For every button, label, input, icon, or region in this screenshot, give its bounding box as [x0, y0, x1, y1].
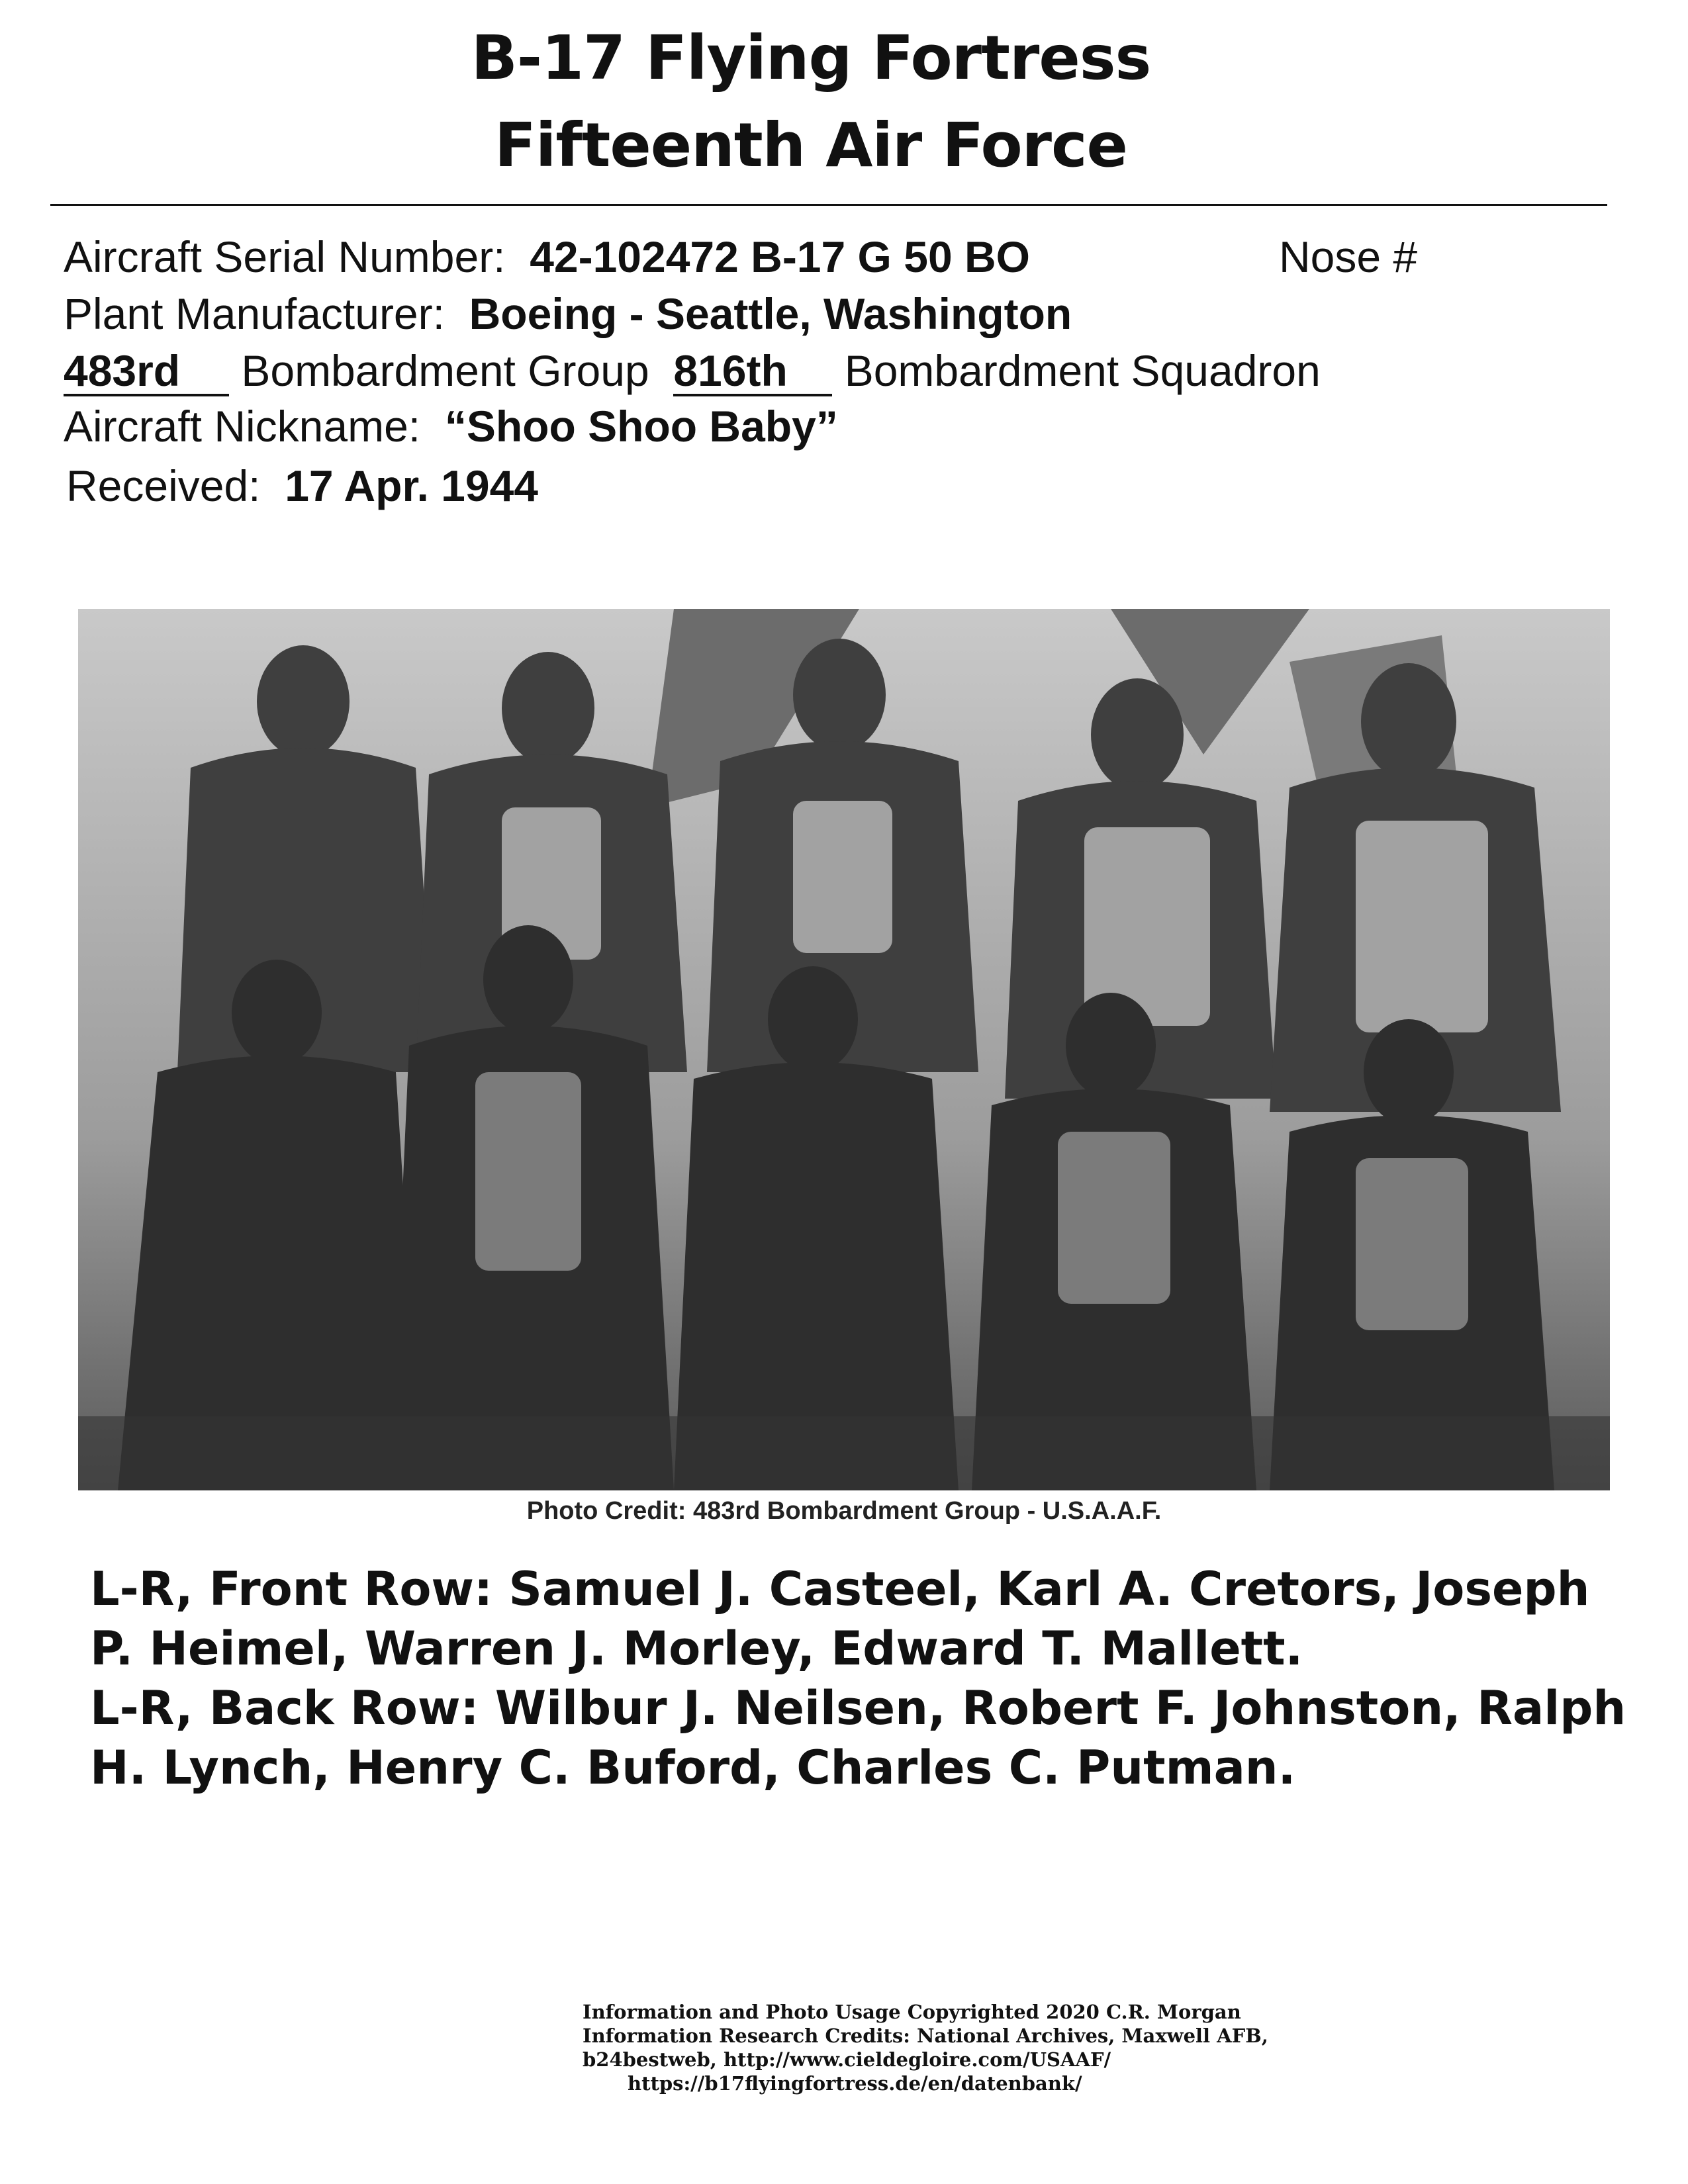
group-squadron-row: [64, 345, 1321, 396]
footer-line-copyright: Information and Photo Usage Copyrighted 2020 C.R. Morgan: [583, 2001, 1241, 2023]
page-title: B-17 Flying Fortress: [471, 23, 1151, 93]
squadron-label: Bombardment Squadron: [844, 346, 1321, 395]
received-label: Received:: [66, 461, 261, 510]
group-label: Bombardment Group: [241, 346, 649, 395]
crew-front-row: L-R, Front Row: Samuel J. Casteel, Karl A. Cretors, Joseph P. Heimel, Warren J. Morley, Edward T. Mallett.: [90, 1562, 1590, 1676]
copyright-footer: [583, 2000, 1268, 2095]
group-value: 483rd: [64, 349, 229, 396]
crew-photo: [78, 609, 1610, 1490]
footer-line-credits: Information Research Credits: National Archives, Maxwell AFB,: [583, 2025, 1268, 2047]
nickname-row: [64, 401, 838, 451]
manufacturer-label: Plant Manufacturer:: [64, 289, 445, 338]
nose-number-label: Nose #: [1279, 232, 1418, 281]
serial-number-label: Aircraft Serial Number:: [64, 232, 506, 281]
page-subtitle: Fifteenth Air Force: [494, 110, 1127, 181]
serial-number-value: 42-102472 B-17 G 50 BO: [530, 232, 1030, 281]
crew-back-row: L-R, Back Row: Wilbur J. Neilsen, Robert F. Johnston, Ralph H. Lynch, Henry C. Buford, Charles C. Putman.: [90, 1681, 1626, 1795]
footer-line-url: https://b17flyingfortress.de/en/datenbank/: [628, 2072, 1082, 2095]
nickname-value: “Shoo Shoo Baby”: [444, 402, 838, 451]
crew-photo-image: [78, 609, 1610, 1490]
squadron-value: 816th: [673, 349, 832, 396]
manufacturer-row: [64, 289, 1072, 339]
received-row: [66, 461, 538, 511]
footer-line-sources: b24bestweb, http://www.cieldegloire.com/USAAF/: [583, 2048, 1111, 2071]
manufacturer-value: Boeing - Seattle, Washington: [469, 289, 1072, 338]
received-value: 17 Apr. 1944: [285, 461, 539, 510]
nickname-label: Aircraft Nickname:: [64, 402, 421, 451]
photo-credit: Photo Credit: 483rd Bombardment Group - U.S.A.A.F.: [526, 1497, 1162, 1525]
title-divider: [50, 204, 1607, 206]
serial-number-row: [64, 232, 1030, 282]
